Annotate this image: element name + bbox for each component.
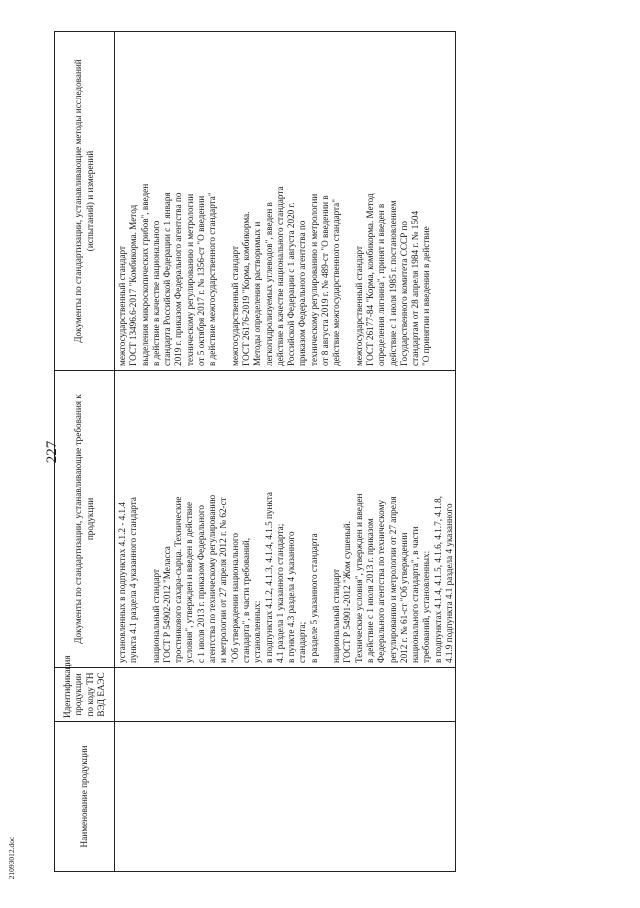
text-line: ГОСТ Р 54902-2012 "Меласса: [161, 546, 172, 663]
cell-method-standards: [115, 32, 456, 371]
text-line: Технические условия", утвержден и введен: [353, 493, 364, 663]
cell-requirement-standards: [115, 371, 456, 668]
text-line: в разделе 5 указанного стандарта: [308, 533, 319, 663]
cell-product-name: [115, 722, 456, 872]
header-requirement-standards: Документы по стандартизации, устанавливающие требования к продукции: [55, 371, 115, 668]
text-line: пункта 4.1 раздела 4 указанного стандарта: [128, 497, 139, 663]
header-tn-ved-code: Идентификация продукции по коду ТН ВЭД ЕАЭС: [55, 668, 115, 722]
text-line: в пункте 4.3 раздела 4 указанного: [286, 531, 297, 663]
text-line: "О принятии и введении в действие: [421, 226, 432, 366]
text-line: межгосударственный стандарт: [353, 245, 364, 366]
text-line: национальный стандарт: [331, 568, 342, 663]
requirement-standard-entry: [151, 375, 320, 663]
text-line: национального стандарта", в части: [410, 526, 421, 663]
text-line: действие межгосударственного стандарта": [331, 198, 342, 366]
text-line: 4.1 раздела 1 указанного стандарта;: [274, 523, 285, 663]
footer-filename: 21093012.doc: [7, 836, 16, 880]
rotated-page-content: [54, 32, 455, 872]
requirement-standard-entry: [331, 375, 455, 663]
header-product-name: Наименование продукции: [55, 722, 115, 872]
page-number: 227: [44, 440, 60, 464]
text-line: от 8 августа 2019 г. № 489-ст "О введении в: [320, 195, 331, 366]
text-line: 4.1.9 подпункта 4.1 раздела 4 указанного: [444, 503, 455, 663]
text-line: 2019 г. приказом Федерального агентства по: [173, 192, 184, 366]
text-line: легкогидролизуемых углеводов", введен в: [263, 202, 274, 366]
text-line: в действие с 1 июля 2013 г. приказом: [364, 518, 375, 663]
text-line: стандартам от 28 апреля 1984 г. № 1504: [410, 210, 421, 366]
text-line: в действие межгосударственного стандарта": [207, 192, 218, 366]
text-line: с 1 июля 2013 г. приказом Федерального: [195, 505, 206, 663]
method-standard-entry: [230, 36, 343, 366]
text-line: установленных:: [252, 600, 263, 663]
text-line: Государственного комитета СССР по: [398, 221, 409, 366]
text-line: ГОСТ 26177-84 "Корма, комбикорма. Метод: [364, 193, 375, 366]
text-line: определения лигнина", принят и введен в: [376, 203, 387, 366]
text-line: регулированию и метрологии от 27 апреля: [387, 496, 398, 663]
text-line: национальный стандарт: [150, 568, 161, 663]
text-line: условия", утвержден и введен в действие: [184, 501, 195, 663]
text-line: и метрологии от 27 апреля 2012 г. № 62-ст: [218, 497, 229, 663]
requirement-standard-entry: [117, 375, 140, 663]
text-line: тростникового сахара-сырца. Технические: [173, 496, 184, 663]
text-line: Российской Федерации с 1 августа 2020 г.: [286, 202, 297, 366]
text-line: ГОСТ 26176-2019 "Корма, комбикорма.: [240, 211, 251, 366]
text-line: от 5 октября 2017 г. № 1356-ст "О введении: [196, 195, 207, 366]
text-line: стандарта;: [297, 621, 308, 663]
text-line: Федерального агентства по техническому: [376, 499, 387, 663]
table-header-row: [55, 32, 115, 872]
method-standard-entry: [117, 36, 219, 366]
table-row: [115, 32, 456, 872]
header-method-standards: Документы по стандартизации, устанавливающие методы исследований (испытаний) и измерений: [55, 32, 115, 371]
text-line: приказом Федерального агентства по: [297, 220, 308, 366]
cell-tn-ved-code: [115, 668, 456, 722]
method-standard-entry: [354, 36, 433, 366]
text-line: в действие в качестве национального: [150, 220, 161, 366]
text-line: в подпунктах 4.1.2, 4.1.3, 4.1.4, 4.1.5 пункта: [263, 492, 274, 663]
standards-table: [54, 31, 456, 872]
text-line: "Об утверждении национального: [229, 533, 240, 663]
text-line: действие в качестве национального стандарта: [274, 186, 285, 366]
text-line: требований, установленных:: [421, 550, 432, 663]
text-line: 2012 г. № 61-ст "Об утверждении: [398, 532, 409, 663]
text-line: в подпунктах 4.1.4, 4.1.5, 4.1.6, 4.1.7, 4.1.8,: [432, 496, 443, 663]
text-line: ГОСТ 13496.6-2017 "Комбикорма. Метод: [128, 204, 139, 366]
text-line: агентства по техническому регулированию: [207, 494, 218, 663]
text-line: стандарта", в части требований,: [240, 537, 251, 663]
method-standards-list: [117, 36, 433, 366]
text-line: установленных в подпунктах 4.1.2 - 4.1.4: [117, 502, 127, 663]
text-line: межгосударственный стандарт: [229, 245, 240, 366]
text-line: действие с 1 июля 1985 г. постановлением: [387, 200, 398, 366]
text-line: выделения микроскопических грибов", введен: [139, 183, 150, 366]
text-line: техническому регулированию и метрологии: [308, 193, 319, 366]
text-line: ГОСТ Р 54901-2012 "Жом сушеный.: [342, 520, 353, 663]
text-line: техническому регулированию и метрологии: [184, 193, 195, 366]
requirement-standards-list: [117, 375, 455, 663]
text-line: стандарта Российской Федерации с 1 января: [162, 192, 173, 366]
text-line: Методы определения растворимых и: [252, 221, 263, 366]
text-line: межгосударственный стандарт: [117, 245, 127, 366]
